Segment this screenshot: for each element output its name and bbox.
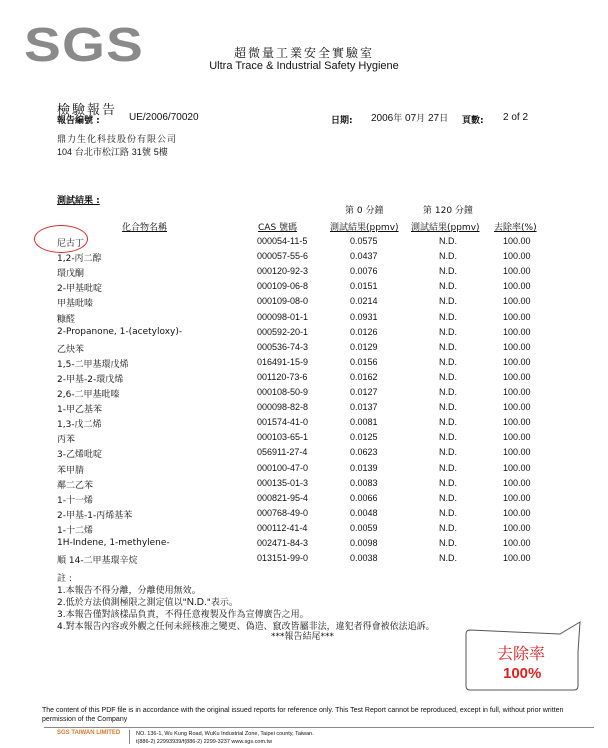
- result-t0: 0.0137: [350, 402, 378, 412]
- removal-rate: 100.00: [503, 372, 531, 382]
- compound-name: 1H-Indene, 1-methylene-: [57, 538, 170, 548]
- note-4: 4.對本報告內容或外觀之任何未經核准之變更、偽造、竄改皆屬非法，違犯者得會被依法追訴。: [57, 622, 435, 632]
- note-1: 1.本報告不得分離，分離使用無效。: [57, 586, 201, 596]
- removal-rate: 100.00: [503, 447, 531, 457]
- result-t120: N.D.: [439, 523, 457, 533]
- col-removal-header: 去除率(%): [494, 223, 537, 233]
- report-end: ***報告結尾***: [271, 632, 335, 642]
- removal-rate: 100.00: [503, 538, 531, 548]
- compound-name: 甲基吡嗪: [57, 299, 94, 309]
- compound-name: 尼古丁: [57, 239, 85, 249]
- compound-name: 2-Propanone, 1-(acetyloxy)-: [57, 327, 183, 337]
- cas-number: 000103-65-1: [257, 432, 309, 442]
- compound-name: 1-十一烯: [57, 496, 93, 506]
- callout-removal-value: 100%: [503, 665, 542, 682]
- removal-rate: 100.00: [503, 523, 531, 533]
- result-t0: 0.0139: [350, 463, 378, 473]
- lab-name-chinese: 超微量工業安全實驗室: [233, 46, 374, 60]
- result-t0: 0.0623: [350, 447, 378, 457]
- result-t120: N.D.: [439, 402, 457, 412]
- removal-rate: 100.00: [503, 357, 531, 367]
- removal-rate: 100.00: [503, 417, 531, 427]
- result-t0: 0.0214: [350, 296, 378, 306]
- removal-rate: 100.00: [503, 387, 531, 397]
- footer-divider: [44, 727, 594, 728]
- report-date: 2006年 07月 27日: [371, 113, 449, 124]
- compound-name: 苯甲腈: [57, 466, 85, 476]
- compound-name: 1,5-二甲基環戊烯: [57, 360, 129, 370]
- cas-number: 001120-73-6: [257, 372, 308, 382]
- result-t120: N.D.: [439, 342, 457, 352]
- cas-number: 000536-74-3: [257, 342, 309, 352]
- result-t0: 0.0076: [350, 266, 378, 276]
- removal-rate: 100.00: [503, 402, 531, 412]
- removal-rate: 100.00: [503, 251, 531, 261]
- col-t120-header: 測試結果(ppmv): [411, 223, 480, 233]
- removal-rate: 100.00: [503, 266, 531, 276]
- highlight-circle: [34, 225, 88, 253]
- client-address: 104 台北市松江路 31號 5樓: [57, 147, 168, 158]
- cas-number: 000054-11-5: [257, 236, 308, 246]
- col-cas-header: CAS 號碼: [258, 223, 298, 233]
- date-label: 日期:: [331, 116, 353, 126]
- note-2: 2.低於方法偵測極限之測定值以"N.D."表示。: [57, 597, 238, 608]
- compound-name: 3-乙烯吡啶: [57, 450, 102, 460]
- result-t120: N.D.: [439, 447, 457, 457]
- compound-name: 糠醛: [57, 315, 76, 325]
- result-t120: N.D.: [439, 493, 457, 503]
- removal-rate: 100.00: [503, 342, 531, 352]
- compound-name: 2-甲基吡啶: [57, 284, 102, 294]
- compound-name: 1,3-戊二烯: [57, 420, 102, 430]
- cas-number: 000098-01-1: [257, 312, 309, 322]
- footer-brand: SGS TAIWAN LIMITED: [57, 730, 121, 736]
- compound-name: 2-甲基-1-丙烯基苯: [57, 511, 133, 521]
- result-t0: 0.0125: [350, 432, 378, 442]
- cas-number: 000135-01-3: [257, 478, 309, 488]
- result-t0: 0.0066: [350, 493, 378, 503]
- footer-address: NO. 136-1, Wu Kung Road, WuKu Industrial Zone, Taipei county, Taiwan. t(886-2) 22993939/f(886-2) 2299-3237 www.sgs.com.tw: [136, 731, 314, 745]
- page-label: 頁數:: [462, 116, 484, 126]
- result-t120: N.D.: [439, 432, 457, 442]
- notes-label: 註 :: [57, 574, 72, 584]
- result-t120: N.D.: [439, 417, 457, 427]
- col-t120-top: 第 120 分鐘: [423, 206, 473, 216]
- compound-name: 順 14-二甲基環辛烷: [57, 556, 138, 566]
- compound-name: 2,6-二甲基吡嗪: [57, 390, 120, 400]
- cas-number: 000108-50-9: [257, 387, 309, 397]
- result-t0: 0.0126: [350, 327, 378, 337]
- result-t120: N.D.: [439, 387, 457, 397]
- cas-number: 000112-41-4: [257, 523, 308, 533]
- col-t0-header: 測試結果(ppmv): [330, 223, 399, 233]
- cas-number: 000098-82-8: [257, 402, 309, 412]
- result-t120: N.D.: [439, 508, 457, 518]
- result-t120: N.D.: [439, 538, 457, 548]
- client-name: 鼎力生化科技股份有限公司: [57, 135, 178, 145]
- result-t0: 0.0162: [350, 372, 378, 382]
- compound-name: 乙炔苯: [57, 345, 85, 355]
- result-t0: 0.0048: [350, 508, 378, 518]
- result-t0: 0.0575: [350, 236, 378, 246]
- result-t120: N.D.: [439, 463, 457, 473]
- result-t120: N.D.: [439, 236, 457, 246]
- compound-name: 1-甲乙基苯: [57, 405, 102, 415]
- removal-rate: 100.00: [503, 327, 531, 337]
- result-t0: 0.0059: [350, 523, 378, 533]
- result-t120: N.D.: [439, 357, 457, 367]
- result-t0: 0.0129: [350, 342, 378, 352]
- report-number-value: UE/2006/70020: [129, 112, 199, 123]
- compound-name: 環戊酮: [57, 269, 85, 279]
- cas-number: 000109-08-0: [257, 296, 309, 306]
- cas-number: 000821-95-4: [257, 493, 309, 503]
- result-t120: N.D.: [439, 266, 457, 276]
- col-name-header: 化合物名稱: [122, 223, 168, 233]
- col-t0-top: 第 0 分鐘: [345, 206, 384, 216]
- result-t120: N.D.: [439, 296, 457, 306]
- cas-number: 000592-20-1: [257, 327, 309, 337]
- result-t120: N.D.: [439, 312, 457, 322]
- result-t0: 0.0156: [350, 357, 378, 367]
- removal-rate: 100.00: [503, 236, 531, 246]
- cas-number: 000109-06-8: [257, 281, 309, 291]
- result-t0: 0.0151: [350, 281, 378, 291]
- removal-rate: 100.00: [503, 478, 531, 488]
- cas-number: 001574-41-0: [257, 417, 309, 427]
- removal-rate: 100.00: [503, 432, 531, 442]
- disclaimer: The content of this PDF file is in accordance with the original issued reports for reference only. This Test Report cannot be reproduced, except in full, without prior written permission of the Company: [42, 707, 564, 723]
- cas-number: 016491-15-9: [257, 357, 309, 367]
- result-t0: 0.0437: [350, 251, 378, 261]
- cas-number: 000768-49-0: [257, 508, 309, 518]
- page-value: 2 of 2: [503, 112, 529, 123]
- callout-removal-label: 去除率: [497, 644, 546, 663]
- compound-name: 2-甲基-2-環戊烯: [57, 375, 124, 385]
- result-t120: N.D.: [439, 251, 457, 261]
- result-t0: 0.0083: [350, 478, 378, 488]
- result-t0: 0.0098: [350, 538, 378, 548]
- compound-name: 鄰二乙苯: [57, 481, 94, 491]
- results-section-label: 測試結果 :: [57, 196, 100, 206]
- cas-number: 000057-55-6: [257, 251, 309, 261]
- removal-rate: 100.00: [503, 312, 531, 322]
- result-t120: N.D.: [439, 372, 457, 382]
- report-title: 檢驗報告: [57, 103, 118, 118]
- removal-rate: 100.00: [503, 281, 531, 291]
- compound-name: 1,2-丙二醇: [57, 254, 102, 264]
- result-t0: 0.0038: [350, 553, 378, 563]
- result-t120: N.D.: [439, 553, 457, 563]
- removal-rate: 100.00: [503, 296, 531, 306]
- result-t0: 0.0931: [350, 312, 378, 322]
- removal-rate: 100.00: [503, 493, 531, 503]
- removal-rate: 100.00: [503, 508, 531, 518]
- compound-name: 1-十二烯: [57, 526, 93, 536]
- sgs-logo: SGS: [24, 19, 145, 72]
- cas-number: 013151-99-0: [257, 553, 309, 563]
- compound-name: 丙苯: [57, 435, 76, 445]
- lab-name-english: Ultra Trace & Industrial Safety Hygiene: [209, 60, 399, 72]
- result-t0: 0.0081: [350, 417, 378, 427]
- removal-rate: 100.00: [503, 553, 531, 563]
- cas-number: 056911-27-4: [257, 447, 308, 457]
- result-t120: N.D.: [439, 478, 457, 488]
- removal-rate: 100.00: [503, 463, 531, 473]
- result-t120: N.D.: [439, 281, 457, 291]
- cas-number: 000120-92-3: [257, 266, 309, 276]
- cas-number: 000100-47-0: [257, 463, 309, 473]
- report-number-label: 報告編號 :: [57, 116, 100, 126]
- cas-number: 002471-84-3: [257, 538, 309, 548]
- result-t120: N.D.: [439, 327, 457, 337]
- result-t0: 0.0127: [350, 387, 378, 397]
- note-3: 3.本報告僅對該樣品負責，不得任意複製及作為宣傳廣告之用。: [57, 610, 309, 620]
- footer-separator: [129, 730, 130, 744]
